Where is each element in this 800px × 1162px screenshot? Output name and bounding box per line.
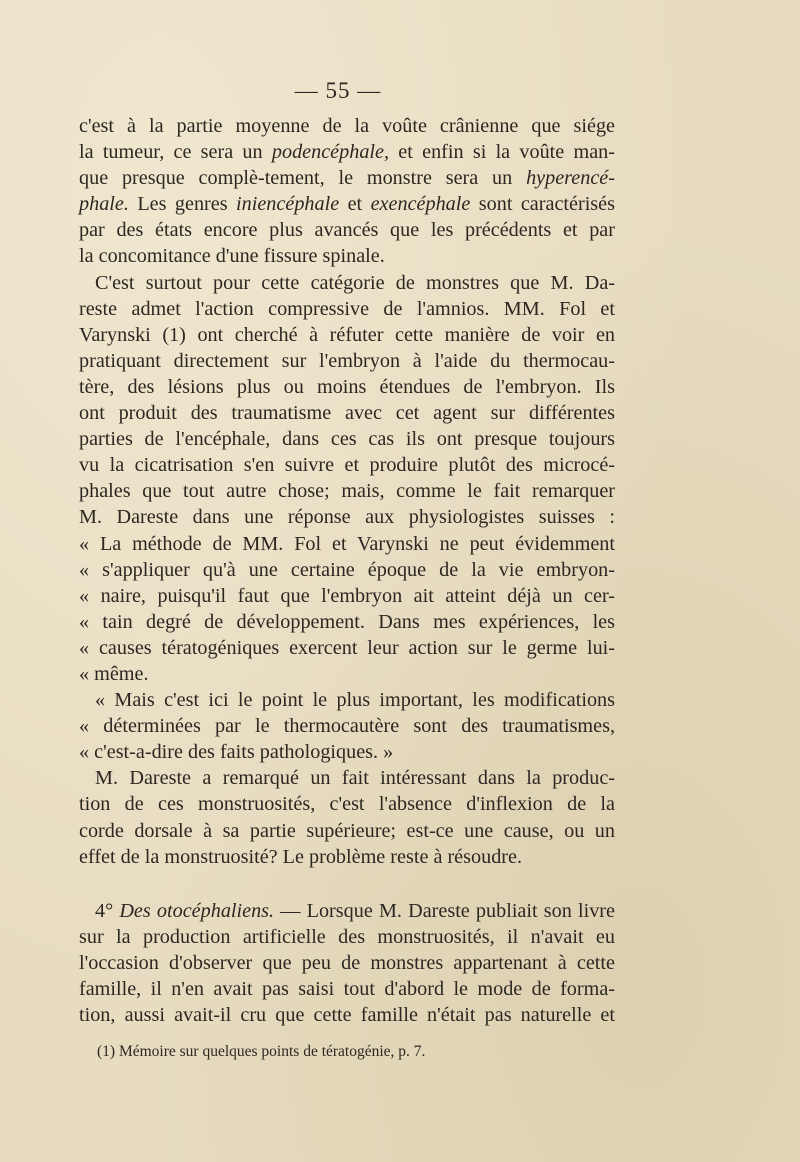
term-exencephale: exencéphale — [370, 193, 471, 216]
text-line: parties de l'encéphale, dans ces cas ils ont presque toujours — [79, 428, 615, 451]
text-line: que presque complè-tement, le monstre sera un hyperencé- — [79, 167, 615, 190]
text-line: sur la production artificielle des monstruosités, il n'avait eu — [79, 925, 615, 948]
text-line: M. Dareste dans une réponse aux physiologistes suisses : — [79, 506, 615, 529]
text-line: famille, il n'en avait pas saisi tout d'abord le mode de forma- — [79, 978, 615, 1000]
section-title: Des otocéphaliens. — [119, 899, 275, 922]
quote-line: « tain degré de développement. Dans mes expériences, les — [79, 610, 615, 633]
text-line: pratiquant directement sur l'embryon à l'aide du thermocau- — [79, 349, 615, 372]
term-hyperencephale: hyperencé- — [526, 167, 615, 190]
text-line: tion, aussi avait-il cru que cette famille n'était pas naturelle et — [79, 1004, 615, 1027]
text-line: corde dorsale à sa partie supérieure; est-ce une cause, ou un — [79, 819, 615, 842]
quote-line: « s'appliquer qu'à une certaine époque de la vie embryon- — [79, 558, 615, 581]
text-line: c'est à la partie moyenne de la voûte crânienne que siége — [79, 115, 615, 137]
text-line: effet de la monstruosité? Le problème reste à résoudre. — [79, 845, 523, 868]
text-line: tère, des lésions plus ou moins étendues de l'embryon. Ils — [79, 375, 615, 398]
text-line: l'occasion d'observer que peu de monstres appartenant à cette — [79, 951, 615, 974]
text-line: par des états encore plus avancés que les précédents et par — [79, 219, 615, 242]
text-line: tion de ces monstruosités, c'est l'absence d'inflexion de la — [79, 793, 615, 816]
term-iniencephale: iniencéphale — [236, 193, 340, 216]
quote-line: « causes tératogéniques exercent leur action sur le germe lui- — [79, 636, 615, 659]
quote-line: « déterminées par le thermocautère sont des traumatismes, — [79, 715, 615, 738]
quote-line: « La méthode de MM. Fol et Varynski ne peut évidemment — [79, 532, 615, 555]
term-phale: phale. — [79, 193, 129, 216]
quote-line: « c'est-a-dire des faits pathologiques. » — [79, 741, 394, 764]
section-number: 4° — [95, 899, 120, 922]
text-line: vu la cicatrisation s'en suivre et produire plutôt des microcé- — [79, 454, 615, 477]
footnote: (1) Mémoire sur quelques points de tératogénie, p. 7. — [97, 1043, 426, 1060]
text-line: C'est surtout pour cette catégorie de monstres que M. Da- — [95, 271, 615, 294]
text-line: la tumeur, ce sera un podencéphale, et enfin si la voûte man- — [79, 141, 615, 164]
body-text — [79, 113, 615, 1028]
quote-line: « naire, puisqu'il faut que l'embryon ait atteint déjà un cer- — [79, 584, 615, 607]
text-line: Varynski (1) ont cherché à réfuter cette manière de voir en — [79, 323, 615, 346]
quote-line: « même. — [79, 662, 149, 685]
text-line: phale. Les genres iniencéphale et exencéphale sont caractérisés — [79, 193, 615, 216]
text-line: la concomitance d'une fissure spinale. — [79, 245, 385, 268]
section-spacer — [79, 870, 615, 898]
text-line: phales que tout autre chose; mais, comme le fait remarquer — [79, 480, 615, 503]
quote-line: « Mais c'est ici le point le plus important, les modifications — [95, 689, 615, 712]
text-line: ont produit des traumatisme avec cet agent sur différentes — [79, 402, 615, 425]
text-line: M. Dareste a remarqué un fait intéressant dans la produc- — [95, 767, 615, 790]
section-heading-line: 4° Des otocéphaliens. — Lorsque M. Dareste publiait son livre — [95, 899, 615, 922]
term-podencephale: podencéphale, — [271, 141, 390, 164]
text-line: reste admet l'action compressive de l'amnios. MM. Fol et — [79, 297, 615, 320]
page-number: — 55 — — [294, 78, 382, 103]
